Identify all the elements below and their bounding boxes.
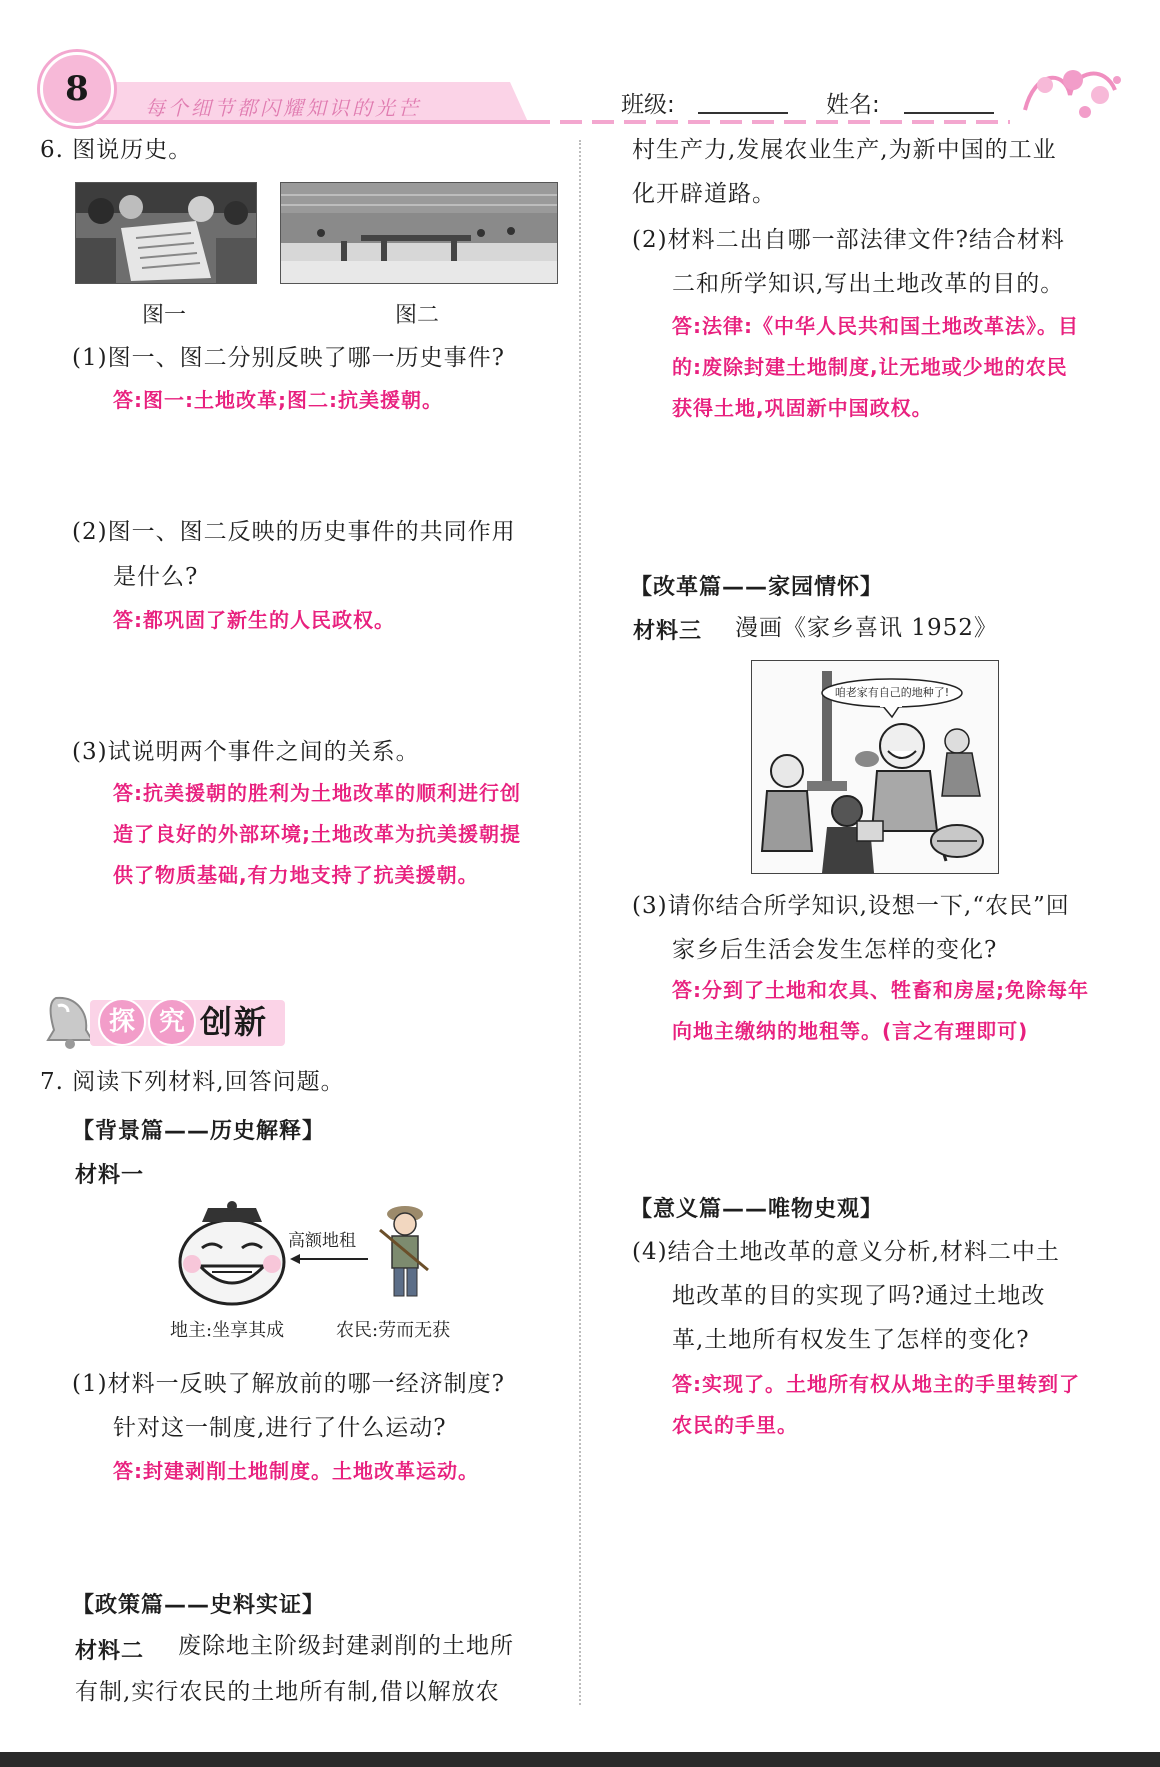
figure-2-caption: 图二	[395, 303, 440, 328]
q7-part4-answer-line2: 农民的手里。	[672, 1413, 798, 1437]
peasant-caption: 农民:劳而无获	[336, 1320, 451, 1341]
bell-icon	[38, 990, 98, 1050]
page-number-badge	[40, 52, 114, 126]
q7-part3-question-line2: 家乡后生活会发生怎样的变化?	[672, 937, 998, 963]
landlord-face-icon	[172, 1200, 292, 1310]
meaning-section-heading: 【意义篇——唯物史观】	[630, 1197, 884, 1222]
q7-part4-answer-line1: 答:实现了。土地所有权从地主的手里转到了	[672, 1372, 1080, 1396]
q7-part2-question-line2: 二和所学知识,写出土地改革的目的。	[672, 271, 1065, 297]
bottom-edge-bar	[0, 1752, 1160, 1767]
banner-title-rest: 创新	[200, 1003, 269, 1041]
q6-title: 6. 图说历史。	[40, 137, 193, 163]
material3-text: 漫画《家乡喜讯 1952》	[735, 615, 998, 641]
class-label: 班级:	[621, 92, 675, 118]
q7-part2-answer-line2: 的:废除封建土地制度,让无地或少地的农民	[672, 355, 1068, 379]
floral-ornament-icon	[1015, 50, 1125, 130]
speech-bubble-text: 咱老家有自己的地种了!	[834, 686, 950, 699]
q6-part1-answer: 答:图一:土地改革;图二:抗美援朝。	[113, 388, 443, 412]
column-divider	[579, 140, 581, 1705]
figure-1-caption: 图一	[142, 303, 187, 328]
figure-1-photo	[75, 182, 257, 284]
material3-cartoon	[751, 660, 999, 874]
q7-part3-question-line1: (3)请你结合所学知识,设想一下,“农民”回	[632, 893, 1070, 919]
material3-label: 材料三	[633, 619, 703, 644]
material2-line1: 废除地主阶级封建剥削的土地所	[178, 1633, 514, 1659]
q6-part3-answer-line1: 答:抗美援朝的胜利为土地改革的顺利进行创	[113, 781, 521, 805]
landlord-caption: 地主:坐享其成	[170, 1320, 285, 1341]
banner-char-2: 究	[148, 998, 196, 1046]
class-field[interactable]	[698, 112, 788, 114]
name-label: 姓名:	[826, 92, 880, 118]
q6-part3-answer-line3: 供了物质基础,有力地支持了抗美援朝。	[113, 863, 479, 887]
q7-part1-question-line2: 针对这一制度,进行了什么运动?	[113, 1415, 447, 1441]
q6-part2-question-line1: (2)图一、图二反映的历史事件的共同作用	[72, 519, 516, 545]
material1-label: 材料一	[75, 1163, 145, 1188]
q7-part1-question-line1: (1)材料一反映了解放前的哪一经济制度?	[72, 1371, 505, 1397]
material2-line2: 有制,实行农民的土地所有制,借以解放农	[75, 1679, 500, 1705]
q6-part2-answer: 答:都巩固了新生的人民政权。	[113, 608, 395, 632]
q7-part3-answer-line2: 向地主缴纳的地租等。(言之有理即可)	[672, 1019, 1029, 1043]
q7-part2-answer-line3: 获得土地,巩固新中国政权。	[672, 396, 933, 420]
rent-arrow-label: 高额地租	[288, 1231, 356, 1251]
material2-line3: 村生产力,发展农业生产,为新中国的工业	[632, 137, 1057, 163]
q7-part3-answer-line1: 答:分到了土地和农具、牲畜和房屋;免除每年	[672, 978, 1089, 1002]
q7-part2-answer-line1: 答:法律:《中华人民共和国土地改革法》。目	[672, 314, 1079, 338]
q7-part2-question-line1: (2)材料二出自哪一部法律文件?结合材料	[632, 227, 1065, 253]
material2-line4: 化开辟道路。	[632, 181, 776, 207]
q6-part2-question-line2: 是什么?	[113, 564, 199, 590]
policy-section-heading: 【政策篇——史料实证】	[72, 1593, 326, 1618]
material2-label: 材料二	[75, 1639, 145, 1664]
left-arrow-icon	[290, 1252, 370, 1266]
q6-part3-answer-line2: 造了良好的外部环境;土地改革为抗美援朝提	[113, 822, 521, 846]
banner-char-1: 探	[98, 998, 146, 1046]
q7-title: 7. 阅读下列材料,回答问题。	[40, 1069, 345, 1095]
name-field[interactable]	[904, 112, 994, 114]
q7-part4-question-line3: 革,土地所有权发生了怎样的变化?	[672, 1327, 1030, 1353]
header-slogan: 每个细节都闪耀知识的光芒	[145, 96, 421, 120]
q7-part4-question-line1: (4)结合土地改革的意义分析,材料二中土	[632, 1239, 1060, 1265]
page-number: 8	[65, 69, 89, 109]
figure-2-photo	[280, 182, 558, 284]
reform-section-heading: 【改革篇——家园情怀】	[630, 575, 884, 600]
q6-part3-question: (3)试说明两个事件之间的关系。	[72, 739, 420, 765]
q7-part4-question-line2: 地改革的目的实现了吗?通过土地改	[672, 1283, 1046, 1309]
q6-part1-question: (1)图一、图二分别反映了哪一历史事件?	[72, 345, 505, 371]
background-section-heading: 【背景篇——历史解释】	[72, 1119, 326, 1144]
peasant-figure-icon	[370, 1200, 440, 1310]
q7-part1-answer: 答:封建剥削土地制度。土地改革运动。	[113, 1459, 479, 1483]
